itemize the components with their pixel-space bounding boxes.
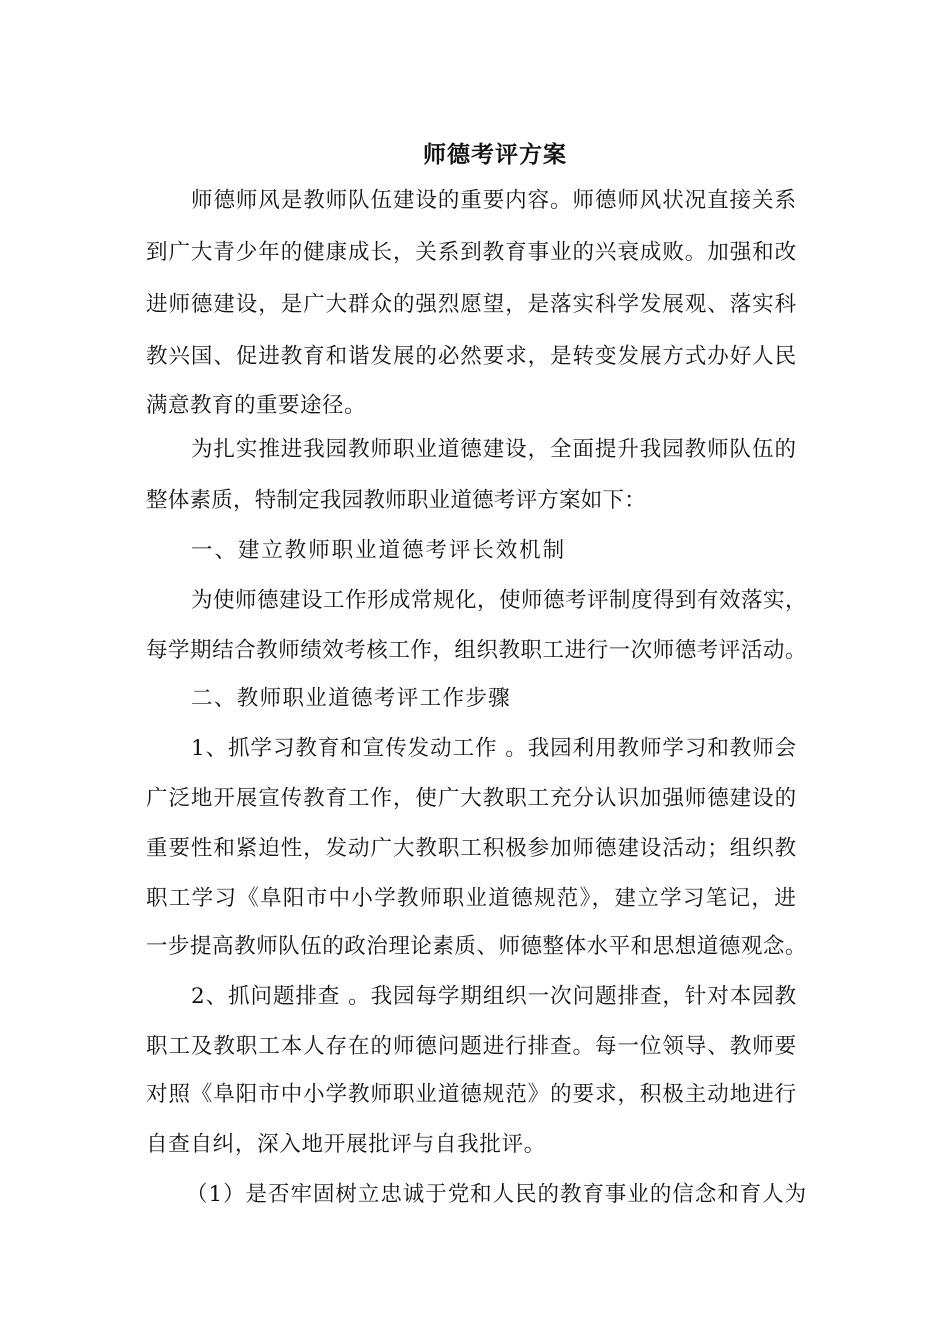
paragraph-line: 职工及教职工本人存在的师德问题进行排查。每一位领导、教师要 bbox=[146, 1034, 798, 1059]
paragraph-line: 整体素质，特制定我园教师职业道德考评方案如下： bbox=[146, 488, 647, 513]
paragraph-line: 2、抓问题排查 。我园每学期组织一次问题排查，针对本园教 bbox=[191, 984, 798, 1009]
paragraph-line: 师德师风是教师队伍建设的重要内容。师德师风状况直接关系 bbox=[191, 188, 797, 213]
paragraph-line: 广泛地开展宣传教育工作，使广大教职工充分认识加强师德建设的 bbox=[146, 786, 798, 811]
paragraph-line: 职工学习《阜阳市中小学教师职业道德规范》，建立学习笔记，进 bbox=[146, 886, 798, 911]
paragraph-line: 每学期结合教师绩效考核工作，组织教职工进行一次师德考评活动。 bbox=[146, 638, 807, 663]
paragraph-line: 自查自纠，深入地开展批评与自我批评。 bbox=[146, 1132, 546, 1157]
paragraph-line: 到广大青少年的健康成长，关系到教育事业的兴衰成败。加强和改 bbox=[146, 240, 798, 265]
paragraph-line: 一步提高教师队伍的政治理论素质、师德整体水平和思想道德观念。 bbox=[146, 934, 807, 959]
document-title: 师德考评方案 bbox=[423, 142, 567, 168]
section-heading: 二、教师职业道德考评工作步骤 bbox=[191, 686, 512, 711]
paragraph-line: 满意教育的重要途径。 bbox=[146, 393, 367, 418]
section-heading: 一、建立教师职业道德考评长效机制 bbox=[191, 538, 567, 563]
paragraph-line: 教兴国、促进教育和谐发展的必然要求，是转变发展方式办好人民 bbox=[146, 344, 798, 369]
paragraph-line: 为使师德建设工作形成常规化，使师德考评制度得到有效落实， bbox=[191, 588, 808, 613]
paragraph-line: 对照《阜阳市中小学教师职业道德规范》的要求，积极主动地进行 bbox=[146, 1082, 798, 1107]
list-item: （1）是否牢固树立忠诚于党和人民的教育事业的信念和育人为 bbox=[186, 1182, 808, 1207]
paragraph-line: 1、抓学习教育和宣传发动工作 。我园利用教师学习和教师会 bbox=[191, 736, 798, 761]
paragraph-line: 进师德建设，是广大群众的强烈愿望，是落实科学发展观、落实科 bbox=[146, 292, 798, 317]
paragraph-line: 重要性和紧迫性，发动广大教职工积极参加师德建设活动；组织教 bbox=[146, 836, 798, 861]
paragraph-line: 为扎实推进我园教师职业道德建设，全面提升我园教师队伍的 bbox=[191, 437, 797, 462]
